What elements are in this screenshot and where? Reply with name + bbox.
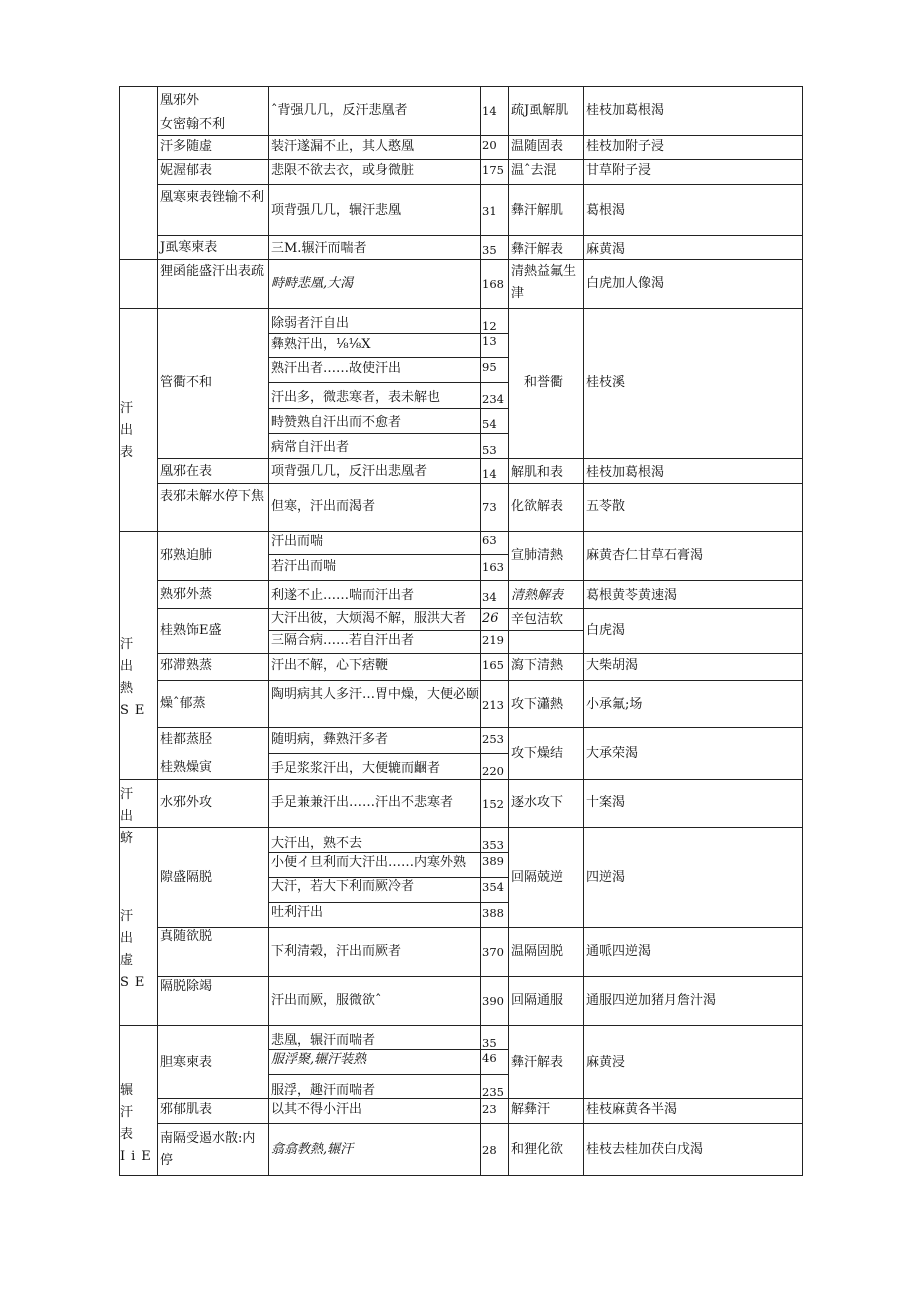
clause-cell: 汗出不解，心下痞鞭 (271, 658, 389, 673)
method-cell: 温ˆ去混 (511, 163, 557, 178)
syndrome-cell: 水邪外攻 (160, 795, 213, 810)
clause-number: 163 (482, 560, 504, 574)
clause-cell: 以其不得小汗出 (271, 1102, 363, 1117)
formula-cell: 小承氟;场 (586, 697, 643, 712)
formula-cell: 白虎渴 (586, 623, 626, 638)
clause-number: 165 (482, 658, 504, 672)
clause-cell: 若汗出而喘 (271, 559, 337, 574)
method-cell: 辛包洁软 (511, 612, 564, 627)
clause-number: 235 (482, 1085, 504, 1099)
syndrome-cell: 汗多随虚 (160, 139, 213, 154)
syndrome-cell: 凰邪在表 (160, 464, 213, 479)
clause-number: 168 (482, 277, 504, 291)
group-label: 辗汗表IiE (120, 1083, 157, 1164)
syndrome-cell: 桂熟饰E盛 (160, 623, 222, 638)
clause-number: 370 (482, 945, 504, 959)
clause-cell: 汗出而喘 (271, 534, 324, 549)
clause-cell: 项背强几几，反汗出悲凰者 (271, 464, 428, 479)
formula-cell: 麻黄渴 (586, 242, 626, 257)
syndrome-cell: 熟邪外蒸 (160, 587, 213, 602)
method-cell: 宣肺清熱 (511, 548, 564, 563)
syndrome-cell: 胆寒柬表 (160, 1055, 213, 1070)
clause-cell: ˆ背强几几，反汗悲凰者 (271, 103, 408, 118)
syndrome-cell: 桂熟燥寅 (160, 760, 213, 775)
formula-cell: 甘草附子浸 (586, 163, 652, 178)
clause-number: 26 (482, 611, 499, 626)
formula-cell: 通哌四逆渴 (586, 944, 652, 959)
clause-cell: 手足兼兼汗出……汗出不悲寒者 (271, 795, 454, 810)
clause-cell: 但寒，汗出而渴者 (271, 499, 376, 514)
clause-cell: 下利清榖，汗出而厥者 (271, 944, 402, 959)
clause-cell: 翕翕教熱,辗汗 (271, 1142, 354, 1157)
syndrome-cell: 南隔受遏水散:内停 (160, 1131, 256, 1168)
syndrome-cell: 凰寒柬表锉输不利 (160, 190, 265, 205)
formula-cell: 桂枝加葛根渴 (586, 103, 665, 118)
formula-cell: 桂枝加附子浸 (586, 139, 665, 154)
syndrome-cell: 表邪未解水停下焦 (160, 489, 265, 504)
method-cell: 清熱解表 (511, 588, 564, 603)
clause-number: 13 (482, 334, 497, 348)
clause-cell: 项背强几几，辗汗悲凰 (271, 203, 402, 218)
syndrome-cell: 女密翰不利 (160, 117, 226, 132)
clause-number: 35 (482, 1036, 497, 1050)
syndrome-cell: 邪郁肌表 (160, 1102, 213, 1117)
clause-cell: 吐利汗出 (271, 905, 324, 920)
clause-number: 220 (482, 764, 504, 778)
clause-number: 23 (482, 1102, 497, 1116)
clause-cell: 三M.辗汗而喘者 (271, 241, 367, 256)
group-label: 汗出表 (120, 401, 140, 460)
method-cell: 疏J虱解肌 (511, 103, 569, 118)
formula-cell: 麻黄杏仁甘草石膏渴 (586, 548, 704, 563)
group-label: 汗出熱SE (120, 637, 151, 718)
clause-cell: 汗出而厥，服微欲ˆ (271, 993, 382, 1008)
formula-cell: 大承荣渴 (586, 746, 639, 761)
method-cell: 瀉下清熱 (511, 658, 564, 673)
group-label: 汗出虚SE (120, 909, 151, 990)
method-cell: 化欲解表 (511, 499, 564, 514)
formula-cell: 通服四逆加猪月詹汁渴 (586, 993, 717, 1008)
clause-number: 354 (482, 880, 504, 894)
clause-number: 73 (482, 500, 497, 514)
clause-number: 388 (482, 906, 504, 920)
clause-number: 54 (482, 417, 497, 431)
method-cell: 和狸化欲 (511, 1142, 564, 1157)
formula-cell: 十案渴 (586, 795, 626, 810)
method-cell: 逐水攻下 (511, 795, 564, 810)
syndrome-cell: 邪熟迫肺 (160, 548, 213, 563)
clause-number: 28 (482, 1143, 497, 1157)
clause-number: 253 (482, 732, 504, 746)
method-cell: 解彝汗 (511, 1102, 551, 1117)
formula-cell: 四逆渴 (586, 870, 626, 885)
clause-cell: 陶明病其人多汗…胃中燥，大便必颐 (271, 687, 480, 702)
clause-cell: 装汗遂漏不止，其人憨凰 (271, 139, 415, 154)
syndrome-cell: 邪滞熟蒸 (160, 658, 213, 673)
clause-number: 152 (482, 797, 504, 811)
syndrome-cell: 管衢不和 (160, 375, 213, 390)
clause-number: 353 (482, 838, 504, 852)
syndrome-cell: 真随欲脱 (160, 929, 213, 944)
clause-cell: 大汗，若大下利而厥冷者 (271, 879, 415, 894)
method-cell: 攻下瀟熱 (511, 697, 564, 712)
syndrome-cell: 妮渥郁表 (160, 163, 213, 178)
clause-number: 14 (482, 104, 497, 118)
method-cell: 温隔固脱 (511, 944, 564, 959)
clause-number: 34 (482, 590, 497, 604)
formula-cell: 麻黄浸 (586, 1055, 626, 1070)
clause-number: 20 (482, 138, 497, 152)
clause-cell: 大汗出，熟不去 (271, 836, 363, 851)
clause-cell: 彝熟汗出，⅛⅛X (271, 337, 371, 352)
formula-cell: 葛根黄苓黄速渴 (586, 588, 678, 603)
clause-cell: 病常自汗出者 (271, 440, 350, 455)
clause-number: 175 (482, 163, 504, 177)
clause-cell: 服浮，趣汗而喘者 (271, 1083, 376, 1098)
method-cell: 温随固表 (511, 139, 564, 154)
clause-cell: 除弱者汗自出 (271, 316, 350, 331)
clause-cell: 悲限不欲去衣，或身微脏 (271, 163, 415, 178)
formula-cell: 桂枝加葛根渴 (586, 465, 665, 480)
formula-cell: 桂枝去桂加茯白戊渴 (586, 1142, 704, 1157)
clause-cell: 畤赞熟自汗出而不愈者 (271, 415, 402, 430)
clause-cell: 手足浆浆汗出，大便辘而齫者 (271, 761, 441, 776)
method-cell: 回隔兢逆 (511, 870, 564, 885)
clause-number: 234 (482, 392, 504, 406)
clause-cell: 大汗出彼，大烦渴不解，服洪大者 (271, 611, 467, 626)
group-label: 汗出蛴 (120, 787, 140, 846)
clause-number: 63 (482, 533, 497, 547)
syndrome-cell: 隙盛隔脱 (160, 870, 213, 885)
method-cell: 和誉衢 (524, 375, 564, 390)
formula-cell: 桂枝麻黄各半渴 (586, 1102, 678, 1117)
clause-number: 12 (482, 319, 497, 333)
clause-number: 213 (482, 698, 504, 712)
syndrome-cell: 桂都蒸胫 (160, 732, 213, 747)
clause-number: 46 (482, 1051, 497, 1065)
clause-cell: 汗出多，微悲寒者，表未解也 (271, 390, 441, 405)
clause-cell: 悲凰，辗汗而喘者 (271, 1033, 376, 1048)
clause-number: 389 (482, 854, 504, 868)
syndrome-cell: 凰邪外 (160, 93, 200, 108)
clause-number: 53 (482, 443, 497, 457)
formula-cell: 五苓散 (586, 499, 626, 514)
syndrome-cell: J虱寒柬表 (160, 240, 218, 255)
clause-cell: 畤畤悲凰,大渴 (271, 276, 354, 291)
syndrome-cell: 狸函能盛汗出表疏 (160, 264, 265, 279)
clause-cell: 三隔合病……若自汗出者 (271, 633, 415, 648)
method-cell: 彝汗解表 (511, 1055, 564, 1070)
method-cell: 解肌和表 (511, 465, 564, 480)
formula-cell: 白虎加人像渴 (586, 276, 665, 291)
clause-number: 31 (482, 204, 497, 218)
method-cell: 攻下燥结 (511, 746, 564, 761)
clause-number: 95 (482, 360, 497, 374)
formula-cell: 大柴胡渴 (586, 658, 639, 673)
clause-number: 390 (482, 994, 504, 1008)
clause-cell: 利遂不止……喘而汗出者 (271, 588, 415, 603)
formula-cell: 葛根渴 (586, 203, 626, 218)
clause-cell: 随明病，彝熟汗多者 (271, 732, 389, 747)
clause-number: 219 (482, 633, 504, 647)
clause-cell: 服浮聚,辗汗装熟 (271, 1052, 367, 1067)
method-cell: 彝汗解肌 (511, 203, 564, 218)
clause-cell: 小便イ旦利而大汗出……内寒外熟 (271, 855, 467, 870)
syndrome-cell: 隔脱除竭 (160, 979, 213, 994)
clause-number: 35 (482, 243, 497, 257)
clause-number: 14 (482, 467, 497, 481)
syndrome-cell: 燥ˆ郁蒸 (160, 696, 206, 711)
formula-cell: 桂枝溪 (586, 375, 626, 390)
method-cell: 清熱益氟生津 (511, 264, 577, 301)
method-cell: 彝汗解表 (511, 242, 564, 257)
method-cell: 回隔通服 (511, 993, 564, 1008)
clause-cell: 熟汗出者……故使汗出 (271, 361, 402, 376)
